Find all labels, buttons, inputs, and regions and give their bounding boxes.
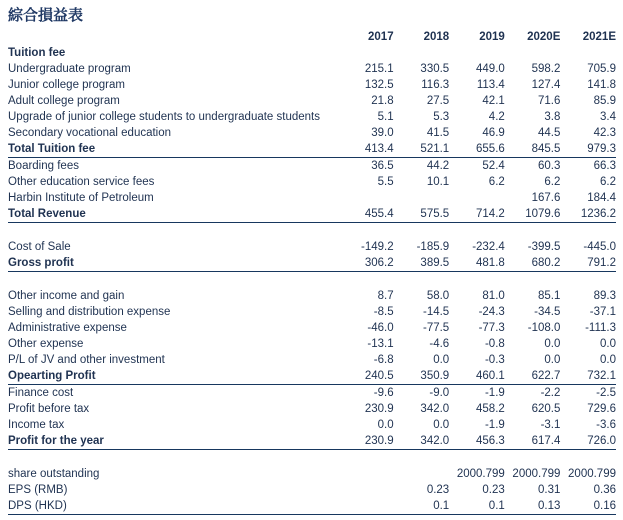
table-row	[8, 336, 616, 352]
value-cell: 2000.799	[512, 468, 561, 480]
value-cell: -77.3	[478, 322, 505, 334]
page-title: 綜合損益表	[8, 7, 84, 24]
value-cell	[394, 45, 450, 61]
table-row	[8, 77, 616, 93]
value-cell: 5.1	[377, 111, 394, 123]
value-cell: 979.3	[560, 141, 616, 158]
value-cell: 3.4	[600, 111, 616, 123]
value-cell	[394, 466, 450, 482]
value-cell	[338, 190, 394, 206]
row-label: Other education service fees	[8, 176, 155, 188]
value-cell: -3.6	[596, 419, 616, 431]
value-cell: 617.4	[505, 433, 561, 450]
row-label: Profit before tax	[8, 403, 90, 415]
value-cell: 460.1	[449, 368, 505, 385]
row-label: P/L of JV and other investment	[8, 354, 165, 366]
value-cell: 116.3	[421, 79, 450, 91]
value-cell: 85.9	[593, 95, 616, 107]
value-cell: 0.16	[560, 498, 616, 515]
value-cell	[338, 272, 394, 289]
row-label: Adult college program	[8, 95, 120, 107]
value-cell	[449, 190, 505, 206]
table-row	[8, 141, 616, 158]
value-cell: 71.6	[538, 95, 561, 107]
table-row	[8, 466, 616, 482]
value-cell: 726.0	[560, 433, 616, 450]
value-cell	[394, 272, 450, 289]
value-cell: 6.2	[544, 176, 561, 188]
table-row	[8, 158, 616, 175]
value-cell: 42.3	[593, 127, 616, 139]
value-cell: 5.3	[433, 111, 450, 123]
row-label: Profit for the year	[8, 433, 338, 450]
value-cell: -4.6	[429, 338, 450, 350]
value-cell: -13.1	[367, 338, 394, 350]
table-row	[8, 255, 616, 272]
value-cell: 0.0	[433, 419, 450, 431]
value-cell: -2.2	[540, 387, 561, 399]
value-cell: 0.0	[544, 338, 561, 350]
row-label: Cost of Sale	[8, 241, 71, 253]
value-cell: 85.1	[538, 290, 561, 302]
table-row	[8, 206, 616, 223]
value-cell	[394, 450, 450, 467]
table-row	[8, 482, 616, 498]
value-cell: 5.5	[377, 176, 394, 188]
value-cell	[449, 272, 505, 289]
value-cell: 622.7	[505, 368, 561, 385]
row-label: Junior college program	[8, 79, 125, 91]
value-cell: -9.6	[373, 387, 394, 399]
value-cell: 0.13	[505, 498, 561, 515]
row-label: Total Revenue	[8, 206, 338, 223]
value-cell: 0.1	[394, 498, 450, 515]
value-cell: 6.2	[600, 176, 616, 188]
value-cell	[338, 482, 394, 498]
value-cell: 575.5	[394, 206, 450, 223]
table-body	[8, 45, 616, 515]
table-row	[8, 109, 616, 125]
value-cell	[505, 450, 561, 467]
table-row	[8, 93, 616, 109]
table-row	[8, 223, 616, 240]
row-label: Other expense	[8, 338, 84, 350]
table-row	[8, 272, 616, 289]
value-cell: 0.0	[377, 419, 394, 431]
value-cell	[394, 190, 450, 206]
value-cell: 456.3	[449, 433, 505, 450]
value-cell	[505, 45, 561, 61]
value-cell: -24.3	[478, 306, 505, 318]
value-cell	[338, 45, 394, 61]
value-cell: 350.9	[394, 368, 450, 385]
value-cell	[560, 450, 616, 467]
table-row	[8, 417, 616, 433]
value-cell: 342.0	[420, 403, 450, 415]
table-row	[8, 450, 616, 467]
value-cell: 132.5	[364, 79, 394, 91]
value-cell: 455.4	[338, 206, 394, 223]
value-cell: 215.1	[364, 63, 394, 75]
row-label: Undergraduate program	[8, 63, 131, 75]
value-cell: -445.0	[583, 241, 616, 253]
value-cell	[505, 223, 561, 240]
income-statement-table	[8, 29, 616, 515]
value-cell: 8.7	[377, 290, 394, 302]
row-label: Total Tuition fee	[8, 141, 338, 158]
value-cell: 113.4	[476, 79, 505, 91]
value-cell: 680.2	[505, 255, 561, 272]
value-cell: -232.4	[472, 241, 505, 253]
row-label: EPS (RMB)	[8, 484, 68, 496]
row-label: Other income and gain	[8, 290, 125, 302]
value-cell: -111.3	[585, 322, 616, 334]
value-cell: -34.5	[534, 306, 561, 318]
table-row	[8, 239, 616, 255]
value-cell: 0.23	[482, 484, 505, 496]
year-column-header: 2020E	[527, 31, 561, 43]
value-cell: 10.1	[426, 176, 450, 188]
value-cell: 127.4	[531, 79, 561, 91]
value-cell: 89.3	[593, 290, 616, 302]
value-cell: -8.5	[373, 306, 394, 318]
table-row	[8, 45, 616, 61]
value-cell: 521.1	[394, 141, 450, 158]
value-cell: 27.5	[426, 95, 450, 107]
value-cell: 1079.6	[505, 206, 561, 223]
table-row	[8, 368, 616, 385]
value-cell: 0.0	[544, 354, 561, 366]
value-cell: 44.2	[426, 160, 450, 172]
value-cell: 598.2	[531, 63, 561, 75]
value-cell: -14.5	[422, 306, 450, 318]
header-row	[8, 29, 616, 45]
value-cell: 21.8	[371, 95, 394, 107]
row-label-header	[8, 29, 338, 45]
row-label	[8, 272, 338, 289]
value-cell: -108.0	[527, 322, 561, 334]
value-cell: 41.5	[426, 127, 450, 139]
value-cell: 36.5	[371, 160, 394, 172]
table-row	[8, 433, 616, 450]
table-row	[8, 288, 616, 304]
table-row	[8, 401, 616, 417]
value-cell	[338, 450, 394, 467]
value-cell: 458.2	[476, 403, 505, 415]
value-cell: 791.2	[560, 255, 616, 272]
value-cell: 0.0	[600, 338, 616, 350]
value-cell	[449, 45, 505, 61]
row-label: Upgrade of junior college students to undergraduate students	[8, 111, 320, 123]
value-cell: 58.0	[426, 290, 450, 302]
table-row	[8, 174, 616, 190]
value-cell: 449.0	[476, 63, 505, 75]
value-cell: -9.0	[429, 387, 450, 399]
value-cell: -0.8	[484, 338, 505, 350]
row-label: Harbin Institute of Petroleum	[8, 192, 154, 204]
value-cell: 0.0	[600, 354, 616, 366]
table-row	[8, 61, 616, 77]
value-cell: 845.5	[505, 141, 561, 158]
table-row	[8, 125, 616, 141]
row-label: DPS (HKD)	[8, 498, 338, 515]
row-label: Opearting Profit	[8, 368, 338, 385]
value-cell: 0.1	[449, 498, 505, 515]
year-column-header: 2017	[368, 31, 394, 43]
value-cell	[560, 272, 616, 289]
value-cell: 330.5	[420, 63, 450, 75]
table-row	[8, 352, 616, 368]
value-cell: 184.4	[587, 192, 616, 204]
value-cell: 60.3	[538, 160, 561, 172]
value-cell: 0.36	[593, 484, 616, 496]
value-cell	[338, 223, 394, 240]
value-cell: 729.6	[587, 403, 616, 415]
value-cell: 4.2	[488, 111, 505, 123]
year-column-header: 2018	[423, 31, 450, 43]
value-cell	[449, 223, 505, 240]
year-column-header: 2021E	[582, 31, 616, 43]
value-cell: -0.3	[484, 354, 505, 366]
value-cell: -1.9	[484, 387, 505, 399]
row-label: Secondary vocational education	[8, 127, 172, 139]
table-row	[8, 498, 616, 515]
value-cell: -46.0	[367, 322, 394, 334]
value-cell: 46.9	[482, 127, 505, 139]
row-label: Administrative expense	[8, 322, 127, 334]
row-label: Boarding fees	[8, 160, 79, 172]
value-cell: 6.2	[488, 176, 505, 188]
value-cell: -37.1	[589, 306, 616, 318]
value-cell	[338, 466, 394, 482]
value-cell: 230.9	[338, 433, 394, 450]
row-label: Income tax	[8, 419, 65, 431]
row-label: Selling and distribution expense	[8, 306, 171, 318]
value-cell	[449, 450, 505, 467]
row-label: Gross profit	[8, 255, 338, 272]
value-cell: 141.8	[587, 79, 616, 91]
value-cell: 3.8	[544, 111, 561, 123]
row-label: share outstanding	[8, 468, 100, 480]
row-label: Tuition fee	[8, 47, 66, 59]
value-cell: 39.0	[371, 127, 394, 139]
table-row	[8, 385, 616, 402]
row-label: Finance cost	[8, 387, 74, 399]
value-cell: 306.2	[338, 255, 394, 272]
value-cell: 0.31	[538, 484, 561, 496]
value-cell: 714.2	[449, 206, 505, 223]
value-cell: -6.8	[373, 354, 394, 366]
value-cell: 342.0	[394, 433, 450, 450]
value-cell: 230.9	[364, 403, 394, 415]
value-cell: -2.5	[596, 387, 616, 399]
value-cell: 481.8	[449, 255, 505, 272]
value-cell: -77.5	[422, 322, 450, 334]
value-cell: -185.9	[416, 241, 450, 253]
value-cell: 66.3	[593, 160, 616, 172]
value-cell: 81.0	[482, 290, 505, 302]
value-cell: 620.5	[531, 403, 561, 415]
value-cell	[560, 223, 616, 240]
table-row	[8, 190, 616, 206]
value-cell: 240.5	[338, 368, 394, 385]
value-cell: 44.5	[538, 127, 561, 139]
value-cell: 0.0	[433, 354, 450, 366]
value-cell: -149.2	[361, 241, 394, 253]
value-cell	[505, 272, 561, 289]
value-cell: 2000.799	[568, 468, 616, 480]
value-cell	[560, 45, 616, 61]
row-label	[8, 223, 338, 240]
value-cell: -399.5	[527, 241, 561, 253]
value-cell: -1.9	[484, 419, 505, 431]
value-cell: 52.4	[482, 160, 505, 172]
value-cell: 2000.799	[456, 468, 505, 480]
value-cell: 732.1	[560, 368, 616, 385]
table-row	[8, 304, 616, 320]
year-column-header: 2019	[479, 31, 505, 43]
value-cell: 705.9	[587, 63, 616, 75]
value-cell: 42.1	[482, 95, 505, 107]
value-cell: 1236.2	[560, 206, 616, 223]
value-cell: -3.1	[540, 419, 561, 431]
value-cell	[338, 498, 394, 515]
value-cell: 167.6	[531, 192, 561, 204]
value-cell: 0.23	[426, 484, 450, 496]
row-label	[8, 450, 338, 467]
value-cell: 413.4	[338, 141, 394, 158]
value-cell: 655.6	[449, 141, 505, 158]
value-cell	[394, 223, 450, 240]
table-row	[8, 320, 616, 336]
value-cell: 389.5	[394, 255, 450, 272]
